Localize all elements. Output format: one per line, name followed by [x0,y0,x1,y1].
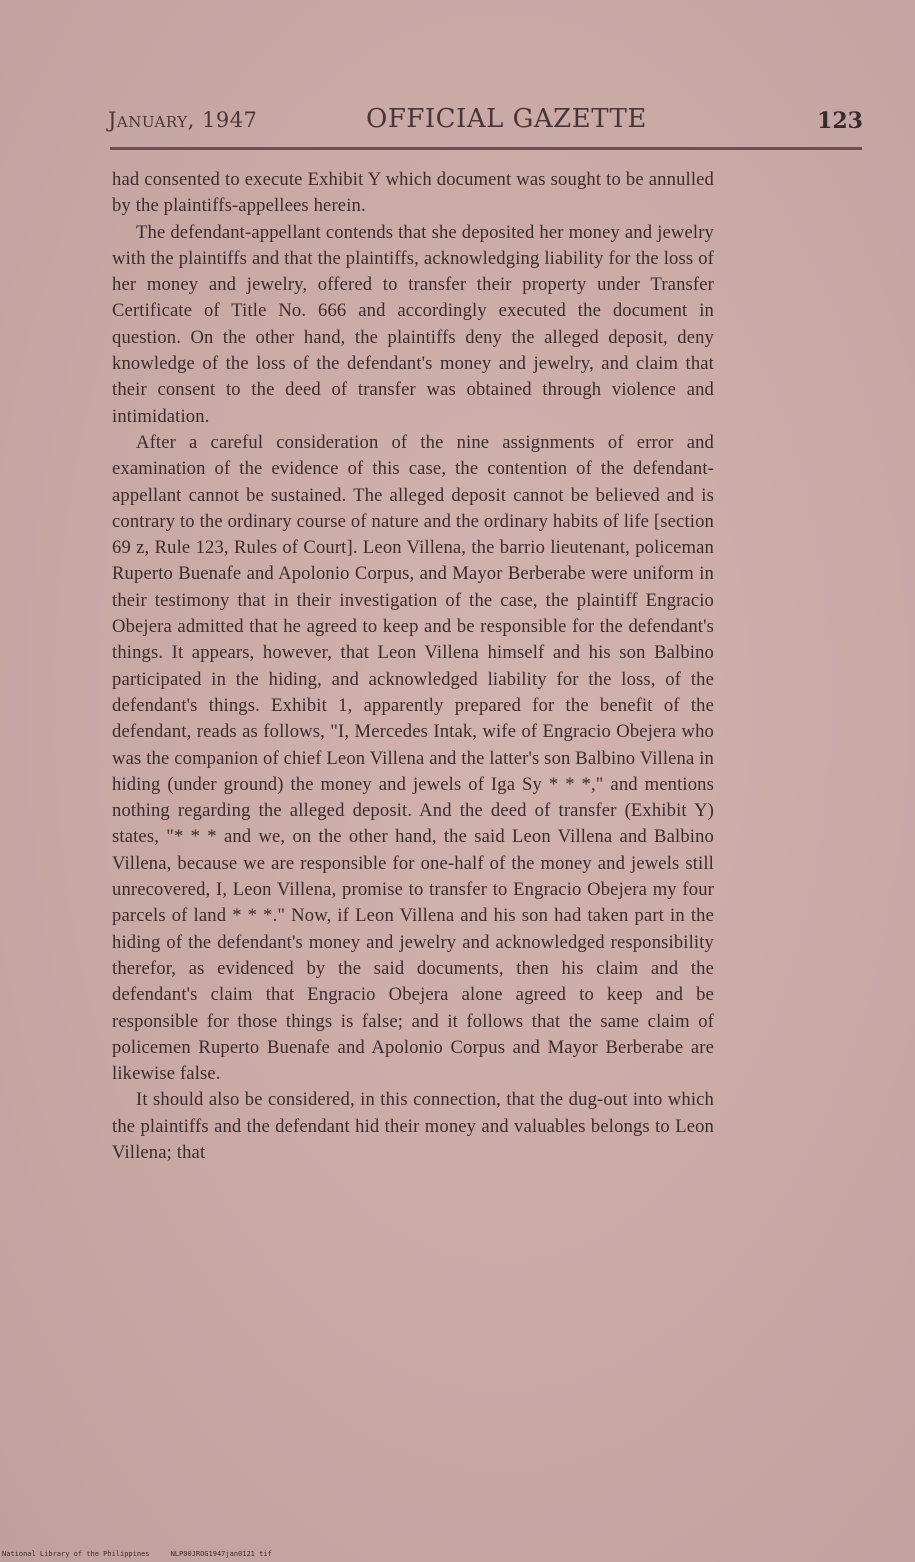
footer-library: National Library of the Philippines [2,1550,150,1558]
paragraph-continued: had consented to execute Exhibit Y which document was sought to be annulled by the plaintiffs-appellees herein. [112,169,714,217]
paragraph-dugout: It should also be considered, in this connection, that the dug-out into which the plaintiffs and the defendant hid their money and valuables belongs to Leon Villena; that [112,1089,714,1163]
body-text [112,167,714,1166]
page-header [108,104,863,144]
footer-file: NLP00JROG1947jan0121 tif [170,1550,272,1558]
paragraph-analysis: After a careful consideration of the nine assignments of error and examination of the evidence of this case, the contention of the defendant-appellant cannot be sustained. The alleged deposit cannot be believed and is contrary to the ordinary course of nature and the ordinary habits of life [section 69 z, Rule 123, Rules of Court]. Leon Villena, the barrio lieutenant, policeman Ruperto Buenafe and Apolonio Corpus, and Mayor Berberabe were uniform in their testimony that in their investigation of the case, the plaintiff Engracio Obejera admitted that he agreed to keep and be responsible for the defendant's things. It appears, however, that Leon Villena himself and his son Balbino participated in the hiding, and acknowledged liability for the loss, of the defendant's things. Exhibit 1, apparently prepared for the benefit of the defendant, reads as follows, "I, Mercedes Intak, wife of Engracio Obejera who was the companion of chief Leon Villena and the latter's son Balbino Villena in hiding (under ground) the money and jewels of Iga Sy * * *," and mentions nothing regarding the alleged deposit. And the deed of transfer (Exhibit Y) states, "* * * and we, on the other hand, the said Leon Villena and Balbino Villena, because we are responsible for one-half of the money and jewels still unrecovered, I, Leon Villena, promise to transfer to Engracio Obejera my four parcels of land * * *." Now, if Leon Villena and his son had taken part in the hiding of the defendant's money and jewelry and acknowledged responsibility therefor, as evidenced by the said documents, then his claim and the defendant's claim that Engracio Obejera alone agreed to keep and be responsible for those things is false; and it follows that the same claim of policemen Ruperto Buenafe and Apolonio Corpus and Mayor Berberabe are likewise false. [112,431,714,1085]
scan-footer [2,1550,272,1558]
publication-title: OFFICIAL GAZETTE [366,104,647,134]
header-divider [110,147,862,150]
header-date: January, 1947 [108,108,258,132]
page-number: 123 [817,108,863,134]
paragraph-contentions: The defendant-appellant contends that she deposited her money and jewelry with the plaintiffs and that the plaintiffs, acknowledging liability for the loss of her money and jewelry, offered to transfer their property under Transfer Certificate of Title No. 666 and accordingly executed the document in question. On the other hand, the plaintiffs deny the alleged deposit, deny knowledge of the loss of the defendant's money and jewelry, and claim that their consent to the deed of transfer was obtained through violence and intimidation. [112,221,714,427]
